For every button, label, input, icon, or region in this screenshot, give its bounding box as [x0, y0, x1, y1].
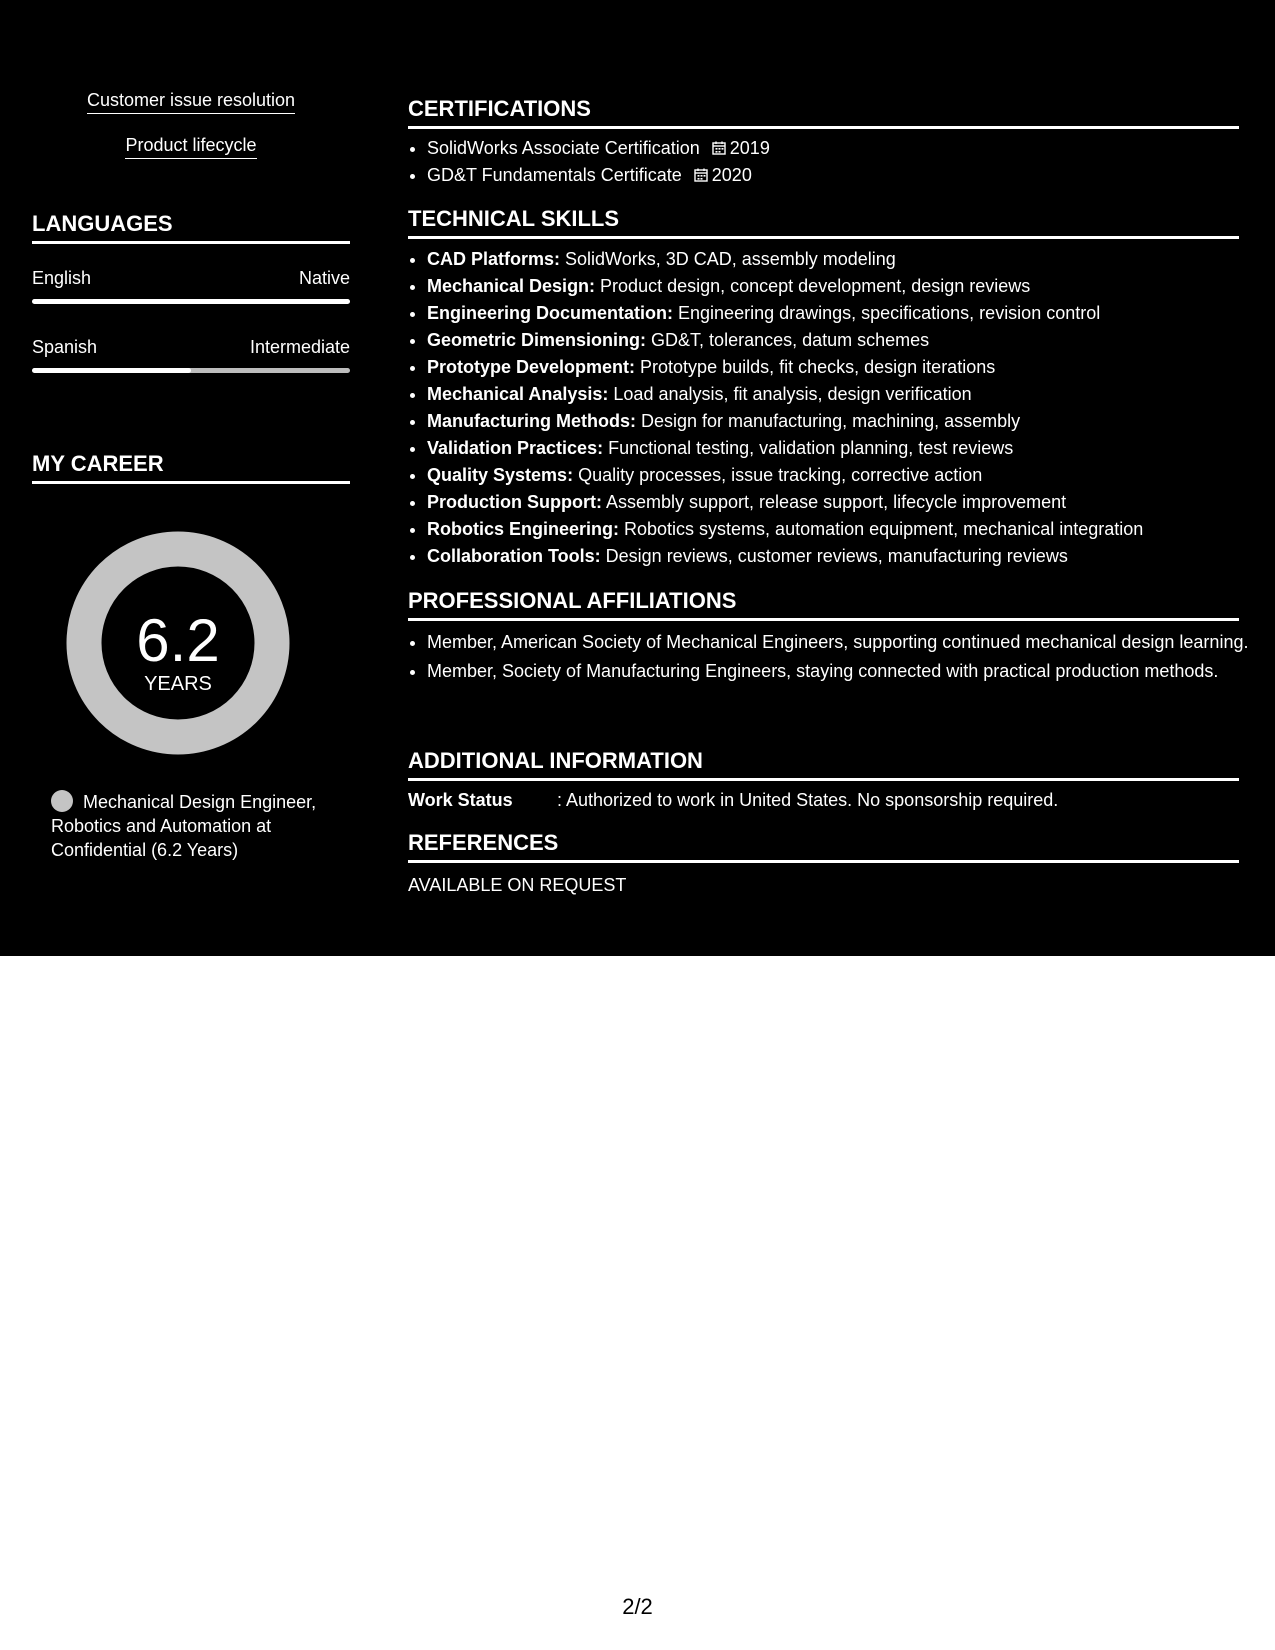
- skill-tag: [32, 88, 350, 114]
- language-proficiency-bar: [32, 299, 350, 304]
- work-status-label: Work Status: [408, 790, 513, 810]
- skill-item: [427, 381, 1258, 408]
- skill-text: Prototype builds, fit checks, design iterations: [635, 357, 996, 377]
- skill-item: [427, 327, 1258, 354]
- skill-item: [427, 435, 1258, 462]
- skill-label: Validation Practices:: [427, 438, 604, 458]
- affiliation-item: • Member, Society of Manufacturing Engineers, staying connected with practical production methods.: [427, 659, 1258, 683]
- skill-tag-text: Product lifecycle: [125, 133, 256, 159]
- skill-tag-text: Customer issue resolution: [87, 88, 295, 114]
- skill-item: [427, 543, 1258, 570]
- skill-label: Mechanical Analysis:: [427, 384, 609, 404]
- certification-item: [427, 135, 1258, 162]
- language-level: Intermediate: [249, 337, 350, 357]
- career-total-years: 6.2: [136, 607, 220, 674]
- skill-text: Load analysis, fit analysis, design verification: [608, 384, 972, 404]
- skill-label: Geometric Dimensioning:: [427, 330, 647, 350]
- career-donut-chart: [66, 531, 290, 755]
- skill-label: Production Support:: [427, 492, 602, 512]
- references-text: AVAILABLE ON REQUEST: [408, 875, 627, 895]
- skill-text: Design for manufacturing, machining, assembly: [636, 411, 1021, 431]
- technical-skills-list: [408, 246, 1258, 570]
- skill-item: [427, 462, 1258, 489]
- language-proficiency-fill: [32, 368, 191, 373]
- skill-item: [427, 516, 1258, 543]
- career-heading: MY CAREER: [32, 450, 350, 484]
- skill-text: Robotics systems, automation equipment, mechanical integration: [619, 519, 1144, 539]
- skill-label: Prototype Development:: [427, 357, 636, 377]
- language-proficiency-fill: [32, 299, 350, 304]
- page-number: 2/2: [622, 1594, 653, 1619]
- calendar-icon: [694, 168, 708, 182]
- skill-text: Engineering drawings, specifications, revision control: [673, 303, 1101, 323]
- language-proficiency-bar: [32, 368, 350, 373]
- skill-item: [427, 354, 1258, 381]
- certification-name: GD&T Fundamentals Certificate: [427, 165, 682, 185]
- technical-skills-heading: TECHNICAL SKILLS: [408, 205, 1239, 239]
- skill-item: [427, 300, 1258, 327]
- skill-label: Engineering Documentation:: [427, 303, 674, 323]
- certifications-list: [408, 135, 1258, 189]
- career-legend-item: [51, 790, 341, 862]
- languages-heading: LANGUAGES: [32, 210, 350, 244]
- skill-text: GD&T, tolerances, datum schemes: [646, 330, 930, 350]
- skill-label: Robotics Engineering:: [427, 519, 620, 539]
- skill-tag: [32, 133, 350, 159]
- certification-name: SolidWorks Associate Certification: [427, 138, 700, 158]
- skill-text: Quality processes, issue tracking, corrective action: [573, 465, 983, 485]
- skill-item: [427, 489, 1258, 516]
- affiliation-item: • Member, American Society of Mechanical Engineers, supporting continued mechanical design learning.: [427, 630, 1258, 654]
- skill-text: Design reviews, customer reviews, manufacturing reviews: [600, 546, 1068, 566]
- language-name: English: [32, 268, 92, 288]
- skill-text: Assembly support, release support, lifecycle improvement: [601, 492, 1067, 512]
- certification-year: 2020: [711, 165, 752, 185]
- references-heading: REFERENCES: [408, 829, 1239, 863]
- language-name: Spanish: [32, 337, 98, 357]
- additional-info-heading: ADDITIONAL INFORMATION: [408, 747, 1239, 781]
- skill-label: Collaboration Tools:: [427, 546, 601, 566]
- affiliations-heading: PROFESSIONAL AFFILIATIONS: [408, 587, 1239, 621]
- certification-year: 2019: [729, 138, 770, 158]
- language-level: Native: [298, 268, 350, 288]
- language-row: [32, 335, 350, 359]
- calendar-icon: [712, 141, 726, 155]
- skill-item: [427, 246, 1258, 273]
- skill-label: Mechanical Design:: [427, 276, 596, 296]
- skill-label: CAD Platforms:: [427, 249, 561, 269]
- skill-item: [427, 408, 1258, 435]
- skill-text: SolidWorks, 3D CAD, assembly modeling: [560, 249, 896, 269]
- skill-item: [427, 273, 1258, 300]
- skill-label: Quality Systems:: [427, 465, 574, 485]
- certifications-heading: CERTIFICATIONS: [408, 95, 1239, 129]
- skill-text: Functional testing, validation planning, test reviews: [603, 438, 1014, 458]
- career-years-unit: YEARS: [144, 673, 212, 695]
- skill-text: Product design, concept development, design reviews: [595, 276, 1031, 296]
- career-legend-text: Mechanical Design Engineer, Robotics and Automation at Confidential (6.2 Years): [51, 792, 317, 860]
- certification-item: [427, 162, 1258, 189]
- legend-dot-icon: [51, 790, 73, 812]
- affiliations-list: [408, 630, 1258, 688]
- work-status-value: : Authorized to work in United States. No sponsorship required.: [557, 790, 1059, 810]
- language-row: [32, 266, 350, 290]
- skill-label: Manufacturing Methods:: [427, 411, 636, 431]
